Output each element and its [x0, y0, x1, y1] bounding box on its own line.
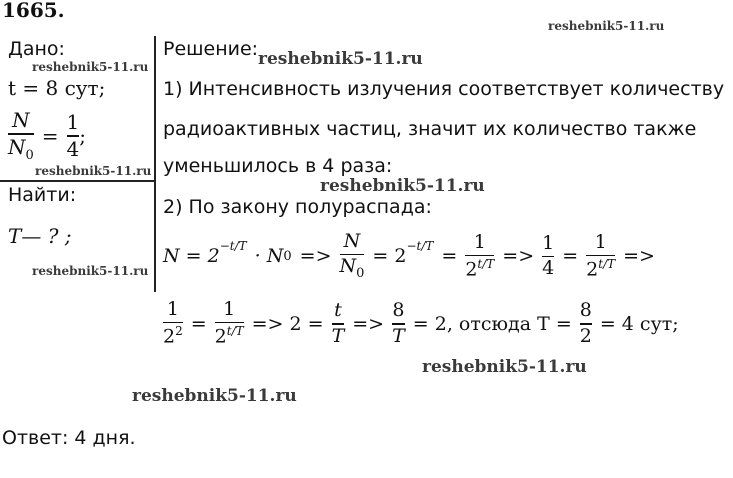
ratio-denominator-subscript: 0 [25, 147, 34, 163]
fraction-numerator: 1 [223, 298, 236, 320]
subscript: 0 [356, 266, 365, 282]
fraction-denominator: 2 [586, 258, 599, 281]
find-item: T— ? ; [8, 224, 72, 248]
ratio-value-numerator: 1 [66, 110, 80, 135]
fraction-denominator: 2 [465, 258, 478, 281]
solution-text: = 2, отсюда T = [412, 312, 572, 335]
watermark: reshebnik5-11.ru [422, 357, 587, 377]
fraction-denominator: T [392, 324, 405, 347]
fraction-numerator: 8 [579, 299, 592, 322]
implies-arrow: => 2 = [251, 312, 324, 335]
problem-number: 1665. [2, 0, 65, 22]
fraction-numerator: t [334, 299, 342, 322]
watermark: reshebnik5-11.ru [548, 19, 665, 33]
ratio-value-denominator: 4 [66, 136, 80, 161]
fraction-denominator: N [339, 255, 357, 278]
vertical-divider [154, 36, 156, 292]
ratio-semicolon: ; [79, 124, 87, 149]
given-time: t = 8 сут; [8, 76, 106, 100]
watermark: reshebnik5-11.ru [35, 164, 152, 178]
equation-decay-law [163, 232, 655, 281]
solution-line-4: 2) По закону полураспада: [163, 196, 432, 218]
subscript: 0 [283, 248, 292, 264]
fraction-numerator: 1 [473, 230, 486, 253]
fraction-denominator: 2 [214, 325, 227, 348]
solution-line-1: 1) Интенсивность излучения соответствует количеству [163, 78, 725, 100]
exponent: −t/T [406, 239, 434, 254]
fraction-numerator: 1 [542, 231, 555, 254]
watermark: reshebnik5-11.ru [32, 60, 149, 74]
power-of-two: = 2 [372, 245, 407, 268]
answer: Ответ: 4 дня. [2, 427, 136, 449]
fraction-numerator: N [343, 230, 361, 252]
fraction-denominator: 2 [579, 324, 592, 347]
horizontal-divider [0, 180, 155, 182]
fraction-denominator: T [331, 324, 345, 347]
solution-header: Решение: [163, 38, 259, 60]
exponent: t/T [226, 324, 244, 339]
equation-half-life [163, 300, 679, 348]
exponent: −t/T [219, 239, 247, 254]
solution-line-2: радиоактивных частиц, значит их количество также [163, 118, 697, 140]
result-value: = 4 сут; [599, 312, 679, 335]
implies-arrow: => [352, 312, 385, 335]
equals-sign: = [41, 124, 59, 149]
fraction-numerator: 1 [166, 298, 179, 320]
watermark: reshebnik5-11.ru [258, 49, 423, 69]
given-ratio [8, 110, 86, 162]
fraction-denominator: 4 [542, 257, 555, 280]
solution-line-3: уменьшилось в 4 раза: [163, 155, 393, 177]
n0-factor: · N [254, 245, 284, 268]
implies-arrow: => [299, 245, 332, 268]
implies-arrow: => [502, 245, 535, 268]
equals-sign: = [562, 245, 579, 268]
find-header: Найти: [8, 184, 77, 206]
fraction-numerator: 1 [594, 230, 607, 253]
ratio-denominator: N [8, 134, 26, 159]
decay-law-lhs: N = 2 [163, 245, 220, 268]
watermark: reshebnik5-11.ru [320, 176, 485, 196]
watermark: reshebnik5-11.ru [32, 264, 149, 278]
fraction-denominator: 2 [163, 325, 176, 348]
ratio-numerator: N [12, 108, 30, 132]
equals-sign: = [190, 312, 207, 335]
implies-arrow: => [623, 245, 655, 268]
exponent: t/T [477, 257, 495, 272]
exponent: 2 [175, 324, 183, 339]
given-header: Дано: [8, 38, 65, 60]
fraction-numerator: 8 [392, 299, 405, 322]
exponent: t/T [598, 257, 616, 272]
equals-sign: = [441, 245, 458, 268]
watermark: reshebnik5-11.ru [132, 386, 297, 406]
